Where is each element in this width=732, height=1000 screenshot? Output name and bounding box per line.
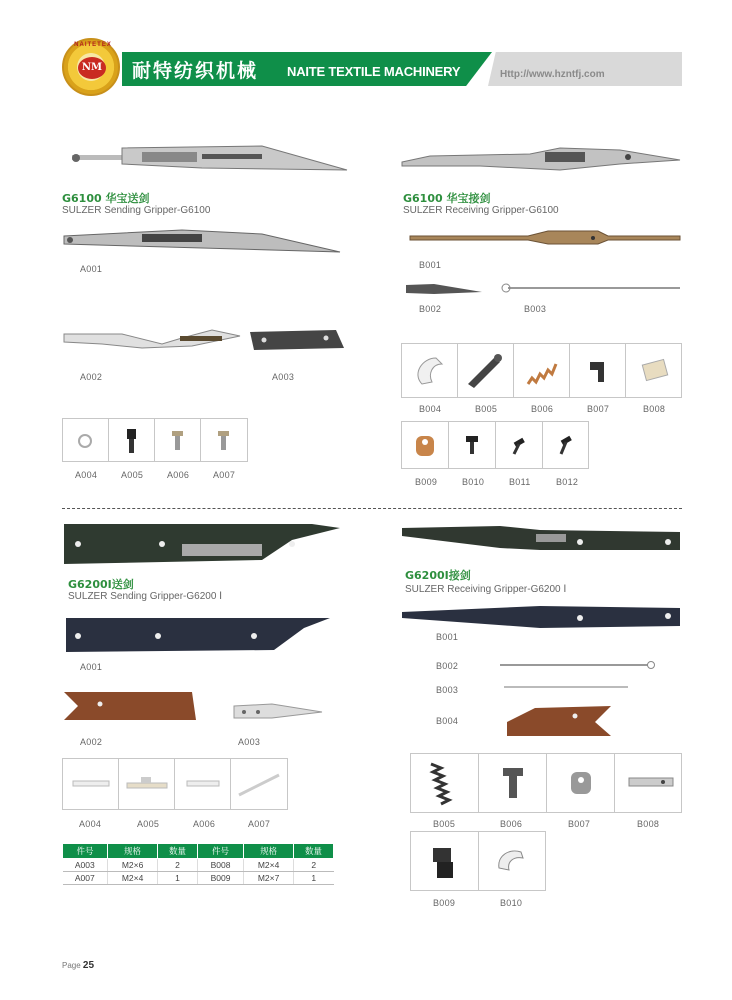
- g6200-sending-gripper-image: [62, 520, 342, 566]
- label-g6200-a007: A007: [248, 819, 271, 829]
- g6100-send-small-parts-box: [62, 418, 248, 462]
- g6100-recv-b001-image: [408, 228, 682, 248]
- g6200-sending-code: G6200Ⅰ送剑: [68, 578, 134, 591]
- label-b012: B012: [556, 477, 579, 487]
- col-spec-2: 规格: [244, 844, 294, 859]
- table-cell: 2: [294, 859, 334, 872]
- logo-ring-text: NAITETEX: [74, 42, 112, 48]
- spec-table: [62, 843, 334, 885]
- label-b010: B010: [462, 477, 485, 487]
- b006-spring-image: [514, 344, 570, 399]
- b012-screw-image: [543, 422, 590, 470]
- label-b005: B005: [475, 404, 498, 414]
- g6200-send-a003-image: [232, 700, 328, 724]
- label-g6200-a006: A006: [193, 819, 216, 829]
- table-cell: M2×4: [244, 859, 294, 872]
- table-row: [63, 872, 334, 885]
- page-label: Page: [62, 961, 81, 970]
- g6100-receiving-desc: SULZER Receiving Gripper-G6100: [403, 205, 559, 216]
- g6100-recv-b003-image: [500, 282, 682, 294]
- g6100-send-a002-image: [62, 326, 242, 352]
- b009-bushing-image: [402, 422, 449, 470]
- g6100-receiving-gripper-image: [400, 142, 682, 176]
- g6100-send-a001-image: [62, 226, 342, 256]
- label-b004: B004: [419, 404, 442, 414]
- g6200-receiving-code: G6200Ⅰ接剑: [405, 569, 471, 582]
- label-b008: B008: [643, 404, 666, 414]
- table-cell: 1: [294, 872, 334, 885]
- page-number: [62, 960, 94, 971]
- label-b009: B009: [415, 477, 438, 487]
- b007-bracket-image: [570, 344, 626, 399]
- table-row: [63, 859, 334, 872]
- g6100-recv-parts-box-1: [401, 343, 682, 398]
- label-g6200-b009: B009: [433, 898, 456, 908]
- label-g6200-a001: A001: [80, 662, 103, 672]
- table-cell: B009: [197, 872, 243, 885]
- label-b002: B002: [419, 304, 442, 314]
- section-divider: [62, 508, 682, 509]
- label-g6200-a005: A005: [137, 819, 160, 829]
- table-cell: 2: [158, 859, 198, 872]
- table-cell: M2×6: [108, 859, 158, 872]
- table-cell: B008: [197, 859, 243, 872]
- g6100-sending-gripper-image: [62, 140, 352, 180]
- label-a003: A003: [272, 372, 295, 382]
- col-part-no-2: 件号: [197, 844, 243, 859]
- g6200-recv-b002-image: [498, 660, 658, 670]
- label-g6200-b002: B002: [436, 661, 459, 671]
- label-g6200-b007: B007: [568, 819, 591, 829]
- spec-table-header: [63, 844, 334, 859]
- g6200-sending-desc: SULZER Sending Gripper-G6200 Ⅰ: [68, 591, 223, 602]
- g6200-receiving-desc: SULZER Receiving Gripper-G6200 Ⅰ: [405, 584, 567, 595]
- label-a002: A002: [80, 372, 103, 382]
- label-g6200-b004: B004: [436, 716, 459, 726]
- label-b001: B001: [419, 260, 442, 270]
- g6200-b010-hook-image: [479, 832, 547, 892]
- col-spec: 规格: [108, 844, 158, 859]
- company-logo: [62, 38, 120, 96]
- col-qty: 数量: [158, 844, 198, 859]
- logo-monogram: NM: [78, 57, 106, 79]
- col-qty-2: 数量: [294, 844, 334, 859]
- label-b006: B006: [531, 404, 554, 414]
- g6200-send-small-parts-box: [62, 758, 288, 810]
- g6100-send-a003-image: [248, 328, 346, 352]
- label-g6200-a004: A004: [79, 819, 102, 829]
- g6100-receiving-code: G6100 华宝接剑: [403, 192, 491, 205]
- label-g6200-a003: A003: [238, 737, 261, 747]
- b005-lever-image: [458, 344, 514, 399]
- label-a004: A004: [75, 470, 98, 480]
- g6100-sending-desc: SULZER Sending Gripper-G6100: [62, 205, 211, 216]
- table-cell: A007: [63, 872, 108, 885]
- label-g6200-b005: B005: [433, 819, 456, 829]
- g6200-a004-image: [63, 759, 119, 811]
- company-name-en: NAITE TEXTILE MACHINERY: [287, 64, 461, 79]
- table-cell: 1: [158, 872, 198, 885]
- b011-screw-image: [496, 422, 543, 470]
- g6200-recv-parts-box-1: [410, 753, 682, 813]
- g6200-b009-block-image: [411, 832, 479, 892]
- g6200-b006-bracket-image: [479, 754, 547, 814]
- g6200-recv-parts-box-2: [410, 831, 546, 891]
- page-number-value: 25: [82, 960, 95, 971]
- label-a007: A007: [213, 470, 236, 480]
- table-cell: A003: [63, 859, 108, 872]
- label-a006: A006: [167, 470, 190, 480]
- a005-screw-image: [109, 419, 155, 463]
- col-part-no: 件号: [63, 844, 108, 859]
- a006-screw-image: [155, 419, 201, 463]
- label-b011: B011: [509, 477, 531, 487]
- g6200-send-a002-image: [62, 690, 198, 722]
- b004-hook-image: [402, 344, 458, 399]
- label-g6200-b003: B003: [436, 685, 459, 695]
- website-url[interactable]: Http://www.hzntfj.com: [500, 69, 605, 80]
- b008-plate-image: [626, 344, 682, 399]
- a007-screw-image: [201, 419, 247, 463]
- company-name-cn: 耐特纺织机械: [132, 60, 259, 82]
- label-g6200-b006: B006: [500, 819, 523, 829]
- g6200-a007-image: [231, 759, 287, 811]
- label-a001: A001: [80, 264, 103, 274]
- g6200-recv-b003-image: [502, 682, 630, 692]
- g6200-receiving-gripper-image: [400, 524, 682, 554]
- g6100-recv-b002-image: [404, 282, 484, 296]
- g6200-recv-b001-image: [400, 602, 682, 632]
- label-g6200-a002: A002: [80, 737, 103, 747]
- table-cell: M2×7: [244, 872, 294, 885]
- g6200-b005-spring-image: [411, 754, 479, 814]
- a004-washer-image: [63, 419, 109, 463]
- g6200-a005-image: [119, 759, 175, 811]
- table-cell: M2×4: [108, 872, 158, 885]
- g6200-b007-bushing-image: [547, 754, 615, 814]
- g6200-a006-image: [175, 759, 231, 811]
- label-g6200-b008: B008: [637, 819, 660, 829]
- label-b003: B003: [524, 304, 547, 314]
- g6200-recv-b004-image: [505, 704, 613, 738]
- label-b007: B007: [587, 404, 610, 414]
- b010-screw-image: [449, 422, 496, 470]
- label-g6200-b010: B010: [500, 898, 523, 908]
- g6100-sending-code: G6100 华宝送剑: [62, 192, 150, 205]
- g6200-b008-clip-image: [615, 754, 683, 814]
- g6200-send-a001-image: [64, 614, 332, 654]
- label-g6200-b001: B001: [436, 632, 459, 642]
- g6100-recv-parts-box-2: [401, 421, 589, 469]
- label-a005: A005: [121, 470, 144, 480]
